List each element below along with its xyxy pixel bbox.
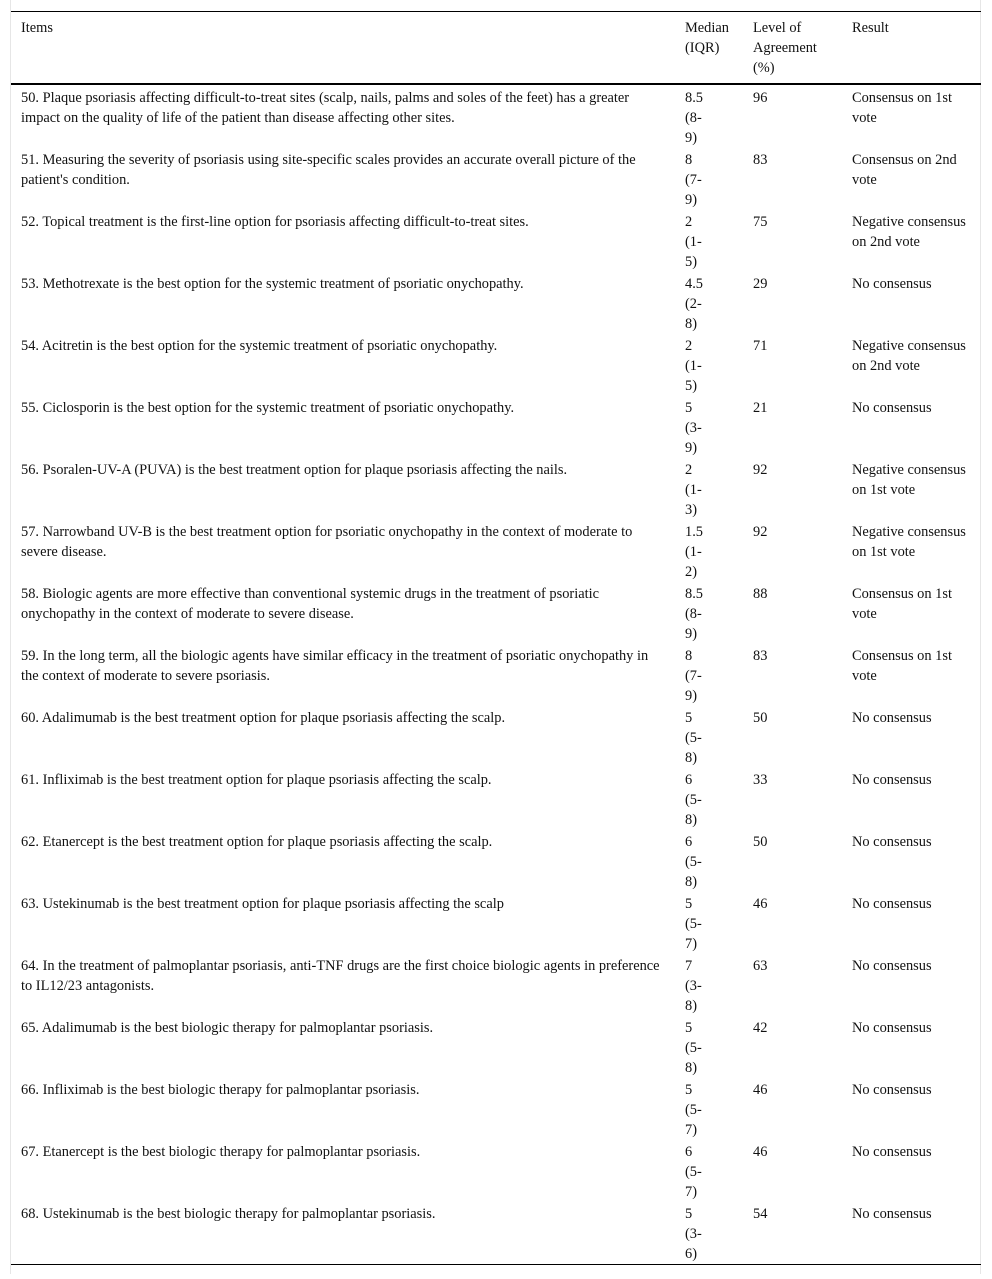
table-row bbox=[11, 644, 981, 706]
consensus-table bbox=[11, 11, 981, 1265]
median-cell: 8.5 (8- 9) bbox=[685, 586, 703, 642]
median-cell: 5 (5- 8) bbox=[685, 1020, 702, 1076]
item-cell: 66. Infliximab is the best biologic therapy for palmoplantar psoriasis. bbox=[21, 1082, 420, 1098]
median-cell: 2 (1- 3) bbox=[685, 462, 702, 518]
median-cell: 8 (7- 9) bbox=[685, 152, 702, 208]
table-row bbox=[11, 396, 981, 458]
median-cell: 6 (5- 7) bbox=[685, 1144, 702, 1200]
result-cell: No consensus bbox=[852, 834, 932, 850]
table-row bbox=[11, 830, 981, 892]
item-cell: 62. Etanercept is the best treatment option for plaque psoriasis affecting the scalp. bbox=[21, 834, 493, 850]
item-cell: 60. Adalimumab is the best treatment option for plaque psoriasis affecting the scalp. bbox=[21, 710, 506, 726]
result-cell: Negative consensus on 2nd vote bbox=[852, 214, 966, 250]
item-cell: 54. Acitretin is the best option for the systemic treatment of psoriatic onychopathy. bbox=[21, 338, 498, 354]
agreement-cell: 33 bbox=[753, 772, 768, 788]
table-row bbox=[11, 520, 981, 582]
item-cell: 55. Ciclosporin is the best option for the systemic treatment of psoriatic onychopathy. bbox=[21, 400, 515, 416]
agreement-cell: 63 bbox=[753, 958, 768, 974]
median-cell: 1.5 (1- 2) bbox=[685, 524, 703, 580]
result-cell: No consensus bbox=[852, 1082, 932, 1098]
median-cell: 2 (1- 5) bbox=[685, 214, 702, 270]
result-cell: Consensus on 2nd vote bbox=[852, 152, 957, 188]
result-cell: Consensus on 1st vote bbox=[852, 586, 952, 622]
median-cell: 5 (5- 7) bbox=[685, 1082, 702, 1138]
result-cell: No consensus bbox=[852, 1020, 932, 1036]
table-row bbox=[11, 458, 981, 520]
item-cell: 68. Ustekinumab is the best biologic therapy for palmoplantar psoriasis. bbox=[21, 1206, 436, 1222]
agreement-cell: 96 bbox=[753, 90, 768, 106]
result-cell: Negative consensus on 1st vote bbox=[852, 524, 966, 560]
median-cell: 8 (7- 9) bbox=[685, 648, 702, 704]
table-row bbox=[11, 1140, 981, 1202]
agreement-cell: 88 bbox=[753, 586, 768, 602]
agreement-cell: 71 bbox=[753, 338, 768, 354]
item-cell: 51. Measuring the severity of psoriasis using site-specific scales provides an accurate overall picture of the patient's condition. bbox=[21, 152, 636, 188]
median-cell: 2 (1- 5) bbox=[685, 338, 702, 394]
result-cell: No consensus bbox=[852, 958, 932, 974]
item-cell: 65. Adalimumab is the best biologic therapy for palmoplantar psoriasis. bbox=[21, 1020, 434, 1036]
table-row bbox=[11, 84, 981, 148]
median-cell: 5 (5- 8) bbox=[685, 710, 702, 766]
table-row bbox=[11, 334, 981, 396]
header-items: Items bbox=[21, 20, 53, 36]
table-body bbox=[11, 84, 981, 1265]
header-row bbox=[11, 12, 981, 85]
result-cell: Negative consensus on 1st vote bbox=[852, 462, 966, 498]
item-cell: 52. Topical treatment is the first-line option for psoriasis affecting difficult-to-treat sites. bbox=[21, 214, 529, 230]
agreement-cell: 92 bbox=[753, 524, 768, 540]
agreement-cell: 21 bbox=[753, 400, 768, 416]
result-cell: No consensus bbox=[852, 772, 932, 788]
agreement-cell: 46 bbox=[753, 1082, 768, 1098]
median-cell: 5 (3- 9) bbox=[685, 400, 702, 456]
median-cell: 7 (3- 8) bbox=[685, 958, 702, 1014]
agreement-cell: 29 bbox=[753, 276, 768, 292]
table-row bbox=[11, 1078, 981, 1140]
item-cell: 56. Psoralen-UV-A (PUVA) is the best treatment option for plaque psoriasis affecting the nails. bbox=[21, 462, 568, 478]
result-cell: Negative consensus on 2nd vote bbox=[852, 338, 966, 374]
agreement-cell: 92 bbox=[753, 462, 768, 478]
result-cell: No consensus bbox=[852, 1144, 932, 1160]
result-cell: No consensus bbox=[852, 400, 932, 416]
median-cell: 5 (5- 7) bbox=[685, 896, 702, 952]
item-cell: 58. Biologic agents are more effective than conventional systemic drugs in the treatment of psoriatic onychopathy in the context of moderate to severe disease. bbox=[21, 586, 599, 622]
agreement-cell: 75 bbox=[753, 214, 768, 230]
result-cell: Consensus on 1st vote bbox=[852, 648, 952, 684]
item-cell: 63. Ustekinumab is the best treatment option for plaque psoriasis affecting the scalp bbox=[21, 896, 504, 912]
item-cell: 64. In the treatment of palmoplantar psoriasis, anti-TNF drugs are the first choice biologic agents in preference to IL12/23 antagonists. bbox=[21, 958, 660, 994]
median-cell: 6 (5- 8) bbox=[685, 772, 702, 828]
table-row bbox=[11, 1202, 981, 1265]
result-cell: No consensus bbox=[852, 1206, 932, 1222]
table-header bbox=[11, 12, 981, 85]
median-cell: 5 (3- 6) bbox=[685, 1206, 702, 1262]
result-cell: No consensus bbox=[852, 896, 932, 912]
table-row bbox=[11, 148, 981, 210]
table-row bbox=[11, 582, 981, 644]
agreement-cell: 50 bbox=[753, 710, 768, 726]
header-agreement: Level of Agreement (%) bbox=[753, 20, 817, 76]
result-cell: No consensus bbox=[852, 276, 932, 292]
table-row bbox=[11, 1016, 981, 1078]
item-cell: 57. Narrowband UV-B is the best treatment option for psoriatic onychopathy in the context of moderate to severe disease. bbox=[21, 524, 633, 560]
header-result: Result bbox=[852, 20, 889, 36]
agreement-cell: 46 bbox=[753, 896, 768, 912]
median-cell: 6 (5- 8) bbox=[685, 834, 702, 890]
agreement-cell: 83 bbox=[753, 648, 768, 664]
table-row bbox=[11, 706, 981, 768]
agreement-cell: 50 bbox=[753, 834, 768, 850]
item-cell: 53. Methotrexate is the best option for the systemic treatment of psoriatic onychopathy. bbox=[21, 276, 524, 292]
result-cell: Consensus on 1st vote bbox=[852, 90, 952, 126]
median-cell: 4.5 (2- 8) bbox=[685, 276, 703, 332]
item-cell: 61. Infliximab is the best treatment option for plaque psoriasis affecting the scalp. bbox=[21, 772, 492, 788]
table-row bbox=[11, 892, 981, 954]
table-row bbox=[11, 210, 981, 272]
header-median: Median (IQR) bbox=[685, 20, 729, 56]
table-row bbox=[11, 954, 981, 1016]
agreement-cell: 54 bbox=[753, 1206, 768, 1222]
table-row bbox=[11, 768, 981, 830]
item-cell: 59. In the long term, all the biologic agents have similar efficacy in the treatment of psoriatic onychopathy in the context of moderate to severe psoriasis. bbox=[21, 648, 649, 684]
agreement-cell: 46 bbox=[753, 1144, 768, 1160]
item-cell: 50. Plaque psoriasis affecting difficult-to-treat sites (scalp, nails, palms and soles of the feet) has a greater impact on the quality of life of the patient than disease affecting other sites. bbox=[21, 90, 630, 126]
agreement-cell: 42 bbox=[753, 1020, 768, 1036]
agreement-cell: 83 bbox=[753, 152, 768, 168]
item-cell: 67. Etanercept is the best biologic therapy for palmoplantar psoriasis. bbox=[21, 1144, 421, 1160]
result-cell: No consensus bbox=[852, 710, 932, 726]
median-cell: 8.5 (8- 9) bbox=[685, 90, 703, 146]
table-row bbox=[11, 272, 981, 334]
